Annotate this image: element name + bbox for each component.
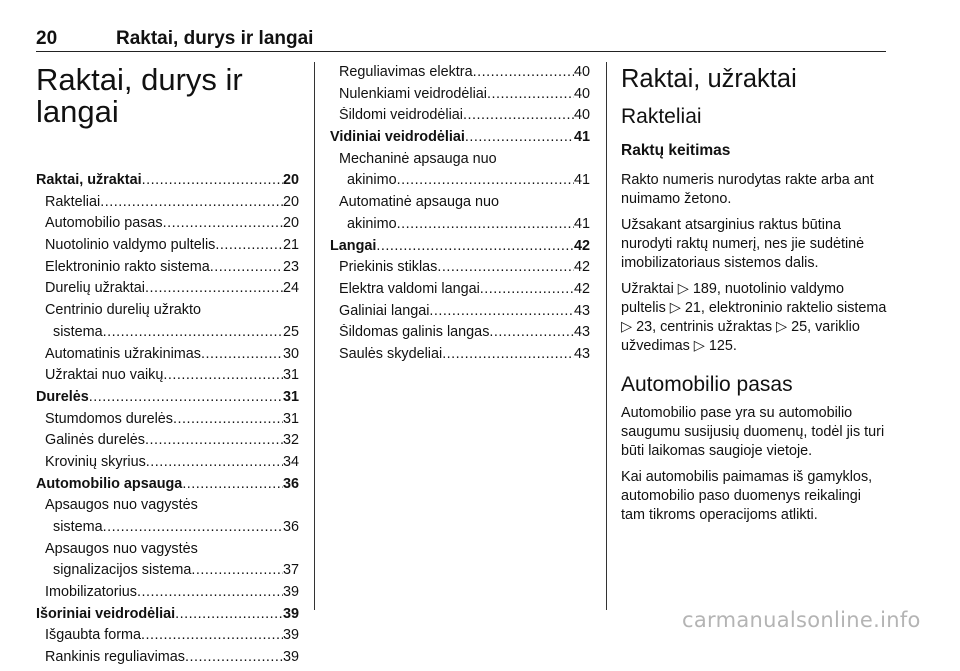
toc-entry-page: 20 (282, 172, 299, 188)
toc-leader-dots (163, 367, 283, 383)
section-title: Raktai, užraktai (621, 65, 797, 93)
toc-entry-label: Rakteliai (45, 193, 101, 210)
toc-entry-page: 36 (282, 519, 299, 535)
toc-entry-label: Vidiniai veidrodėliai (330, 129, 465, 146)
page-number: 20 (36, 28, 58, 49)
toc-entry (36, 562, 299, 584)
toc-leader-dots (397, 172, 574, 188)
toc-entry (330, 346, 590, 368)
toc-entry (330, 324, 590, 346)
toc-entry (36, 194, 299, 216)
toc-entry-page: 25 (282, 323, 299, 340)
toc-entry-page: 39 (282, 605, 299, 622)
toc-entry-label: signalizacijos sistema (53, 562, 192, 579)
toc-leader-dots (489, 324, 574, 340)
toc-entry-page: 20 (282, 193, 299, 210)
toc-section-entry (36, 172, 299, 194)
toc-leader-dots (210, 259, 283, 275)
toc-entry (36, 541, 299, 563)
toc-section-entry (330, 238, 590, 260)
toc-leader-dots (175, 606, 283, 622)
toc-column-2 (330, 64, 590, 368)
toc-entry-page: 21 (282, 237, 299, 254)
section-subsubtitle: Raktų keitimas (621, 142, 731, 159)
toc-entry-label: Šildomi veidrodėliai (339, 107, 463, 124)
page-header (36, 2, 886, 49)
toc-leader-dots (145, 432, 283, 448)
toc-entry-page: 36 (282, 475, 299, 492)
toc-entry-label: akinimo (347, 172, 397, 189)
toc-entry-label: Saulės skydeliai (339, 345, 443, 362)
toc-entry-label: Centrinio durelių užrakto (45, 302, 201, 319)
toc-leader-dots (201, 346, 283, 362)
toc-entry (36, 215, 299, 237)
toc-leader-dots (141, 627, 283, 643)
toc-leader-dots (191, 562, 283, 578)
section-subtitle: Rakteliai (621, 105, 702, 128)
toc-entry-page: 31 (282, 410, 299, 427)
toc-leader-dots (103, 324, 283, 340)
toc-entry-page: 37 (282, 562, 299, 579)
toc-column-1 (36, 172, 299, 671)
toc-leader-dots (463, 107, 574, 123)
toc-entry-label: Krovinių skyrius (45, 453, 146, 470)
toc-entry (330, 172, 590, 194)
toc-entry-label: Išoriniai veidrodėliai (36, 605, 176, 622)
toc-entry-page: 39 (282, 584, 299, 601)
toc-entry-label: Automatinė apsauga nuo (339, 194, 500, 211)
toc-entry-page: 40 (573, 64, 590, 80)
toc-leader-dots (480, 281, 574, 297)
toc-leader-dots (215, 237, 283, 253)
toc-entry-label: Priekinis stiklas (339, 259, 438, 276)
toc-entry-page: 24 (282, 280, 299, 297)
watermark: carmanualsonline.info (682, 608, 921, 632)
toc-leader-dots (185, 649, 283, 665)
toc-leader-dots (146, 454, 283, 470)
toc-entry-label: Imobilizatorius (45, 584, 137, 601)
running-title: Raktai, durys ir langai (116, 28, 314, 49)
toc-entry-page: 31 (282, 367, 299, 384)
toc-leader-dots (103, 519, 283, 535)
toc-entry (330, 64, 590, 86)
toc-entry-label: Automobilio pasas (45, 215, 163, 232)
toc-entry-label: Užraktai nuo vaikų (45, 367, 164, 384)
toc-entry-label: Stumdomos durelės (45, 410, 173, 427)
toc-entry (330, 303, 590, 325)
toc-leader-dots (465, 129, 574, 145)
toc-leader-dots (100, 194, 283, 210)
toc-entry-page: 43 (573, 345, 590, 362)
toc-section-entry (36, 606, 299, 628)
toc-entry-label: Apsaugos nuo vagystės (45, 497, 198, 514)
toc-entry-label: Automobilio apsauga (36, 475, 183, 492)
toc-section-entry (36, 476, 299, 498)
toc-entry-page: 41 (573, 215, 590, 232)
toc-leader-dots (397, 216, 574, 232)
toc-entry-label: Langai (330, 237, 377, 254)
toc-leader-dots (376, 238, 574, 254)
toc-entry-label: Elektroninio rakto sistema (45, 258, 210, 275)
toc-entry (36, 627, 299, 649)
toc-entry (330, 107, 590, 129)
toc-entry (330, 86, 590, 108)
toc-entry-page: 42 (573, 237, 590, 254)
toc-entry-label: sistema (53, 519, 103, 535)
toc-entry-page: 41 (573, 129, 590, 146)
toc-leader-dots (173, 411, 283, 427)
toc-entry (36, 367, 299, 389)
toc-entry-page: 43 (573, 302, 590, 319)
toc-entry-label: Galinės durelės (45, 432, 145, 449)
toc-entry-page: 30 (282, 345, 299, 362)
toc-entry-page: 39 (282, 627, 299, 644)
toc-entry-label: Durelių užraktai (45, 280, 145, 297)
paragraph: Automobilio pase yra su automobilio saugumu susijusių duomenų, todėl jis turi būti laikomas saugioje vietoje. (621, 405, 885, 459)
toc-entry (330, 216, 590, 238)
toc-entry (36, 454, 299, 476)
header-rule (36, 51, 886, 52)
paragraph: Kai automobilis paimamas iš gamyklos, automobilio paso duomenys reikalingi tam tikroms operacijoms atlikti. (621, 469, 873, 523)
toc-leader-dots (487, 86, 574, 102)
toc-leader-dots (137, 584, 283, 600)
toc-entry-label: Nuotolinio valdymo pultelis (45, 237, 216, 254)
toc-leader-dots (89, 389, 283, 405)
paragraph: Užsakant atsarginius raktus būtina nurodyti raktų numerį, nes jie sudėtinė imobilizatoriaus sistemos dalis. (621, 217, 865, 271)
column-divider-1 (314, 62, 315, 610)
toc-entry (36, 432, 299, 454)
toc-entry-label: Galiniai langai (339, 302, 430, 319)
toc-entry-label: Nulenkiami veidrodėliai (339, 85, 487, 102)
toc-entry (36, 519, 299, 541)
toc-leader-dots (473, 64, 574, 80)
toc-entry-page: 41 (573, 172, 590, 189)
toc-entry (330, 151, 590, 173)
toc-leader-dots (442, 346, 574, 362)
paragraph: Rakto numeris nurodytas rakte arba ant nuimamo žetono. (621, 172, 874, 207)
toc-entry-label: Mechaninė apsauga nuo (339, 150, 497, 167)
toc-leader-dots (145, 280, 283, 296)
toc-leader-dots (429, 303, 574, 319)
toc-entry-page: 23 (282, 258, 299, 275)
chapter-title: Raktai, durys ir langai (36, 62, 243, 129)
toc-entry-page: 31 (282, 388, 299, 405)
toc-entry-label: Reguliavimas elektra (339, 64, 473, 80)
toc-entry-label: Automatinis užrakinimas (45, 345, 201, 362)
toc-entry-label: Rankinis reguliavimas (45, 649, 185, 666)
toc-section-entry (330, 129, 590, 151)
toc-leader-dots (182, 476, 283, 492)
toc-entry-page: 40 (573, 107, 590, 124)
toc-entry (36, 584, 299, 606)
toc-leader-dots (163, 215, 283, 231)
toc-entry (330, 194, 590, 216)
toc-entry-label: Elektra valdomi langai (339, 280, 480, 297)
toc-entry (36, 259, 299, 281)
toc-entry (36, 411, 299, 433)
toc-entry-page: 34 (282, 453, 299, 470)
toc-entry-label: sistema (53, 323, 103, 340)
toc-entry-page: 42 (573, 280, 590, 297)
section-subtitle-2: Automobilio pasas (621, 373, 793, 396)
toc-entry-label: Raktai, užraktai (36, 172, 142, 188)
toc-entry-label: Šildomas galinis langas (339, 324, 490, 341)
toc-entry (36, 324, 299, 346)
toc-entry-label: akinimo (347, 215, 397, 232)
cross-reference-paragraph: Užraktai ▷ 189, nuotolinio valdymo pultelis ▷ 21, elektroninio raktelio sistema ▷ 23, centrinis užraktas ▷ 25, variklio užvedimas ▷ 125. (621, 281, 887, 354)
toc-entry-page: 43 (573, 324, 590, 341)
toc-entry (330, 259, 590, 281)
toc-entry (36, 497, 299, 519)
column-divider-2 (606, 62, 607, 610)
section-body (621, 64, 887, 532)
toc-entry (36, 346, 299, 368)
toc-entry-page: 39 (282, 649, 299, 666)
toc-entry-page: 20 (282, 215, 299, 232)
toc-section-entry (36, 389, 299, 411)
toc-entry (36, 280, 299, 302)
toc-leader-dots (437, 259, 574, 275)
toc-leader-dots (142, 172, 283, 188)
toc-entry-page: 32 (282, 432, 299, 449)
toc-entry (330, 281, 590, 303)
toc-entry-label: Durelės (36, 388, 89, 405)
toc-entry-page: 42 (573, 259, 590, 276)
toc-entry-label: Apsaugos nuo vagystės (45, 540, 198, 557)
toc-entry-page: 40 (573, 85, 590, 102)
toc-entry (36, 649, 299, 671)
toc-entry-label: Išgaubta forma (45, 627, 141, 644)
toc-entry (36, 237, 299, 259)
toc-entry (36, 302, 299, 324)
